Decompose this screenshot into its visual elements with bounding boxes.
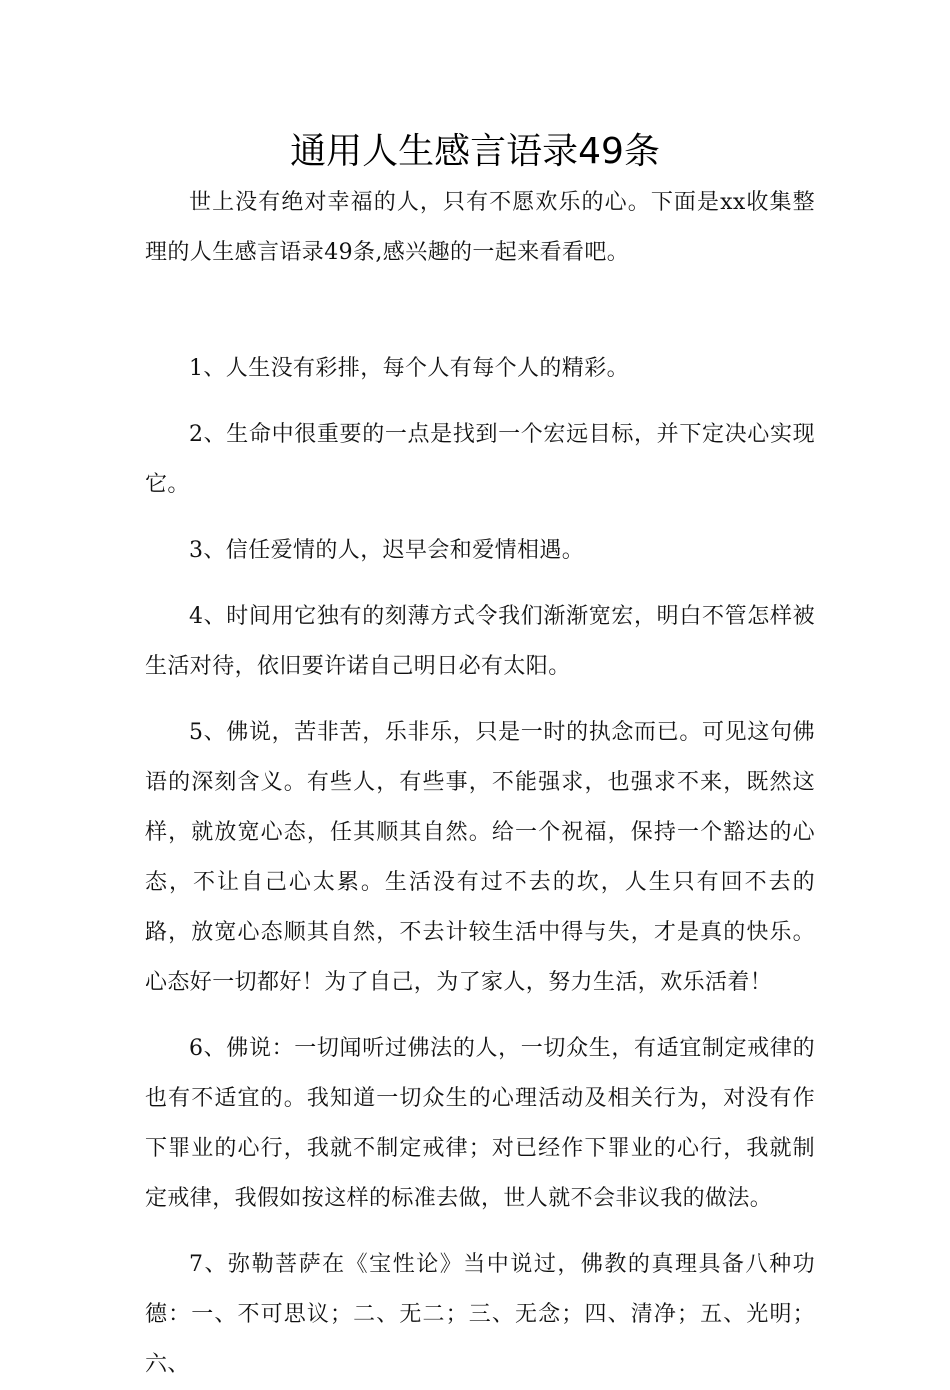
document-title: 通用人生感言语录49条 bbox=[290, 131, 660, 172]
intro-paragraph: 世上没有绝对幸福的人，只有不愿欢乐的心。下面是xx收集整理的人生感言语录49条,感兴趣的一起来看看吧。 bbox=[145, 190, 815, 265]
document-body bbox=[145, 178, 815, 1390]
quote-item-2: 2、生命中很重要的一点是找到一个宏远目标，并下定决心实现它。 bbox=[145, 422, 815, 497]
quote-item-6: 6、佛说：一切闻听过佛法的人，一切众生，有适宜制定戒律的也有不适宜的。我知道一切众生的心理活动及相关行为，对没有作下罪业的心行，我就不制定戒律；对已经作下罪业的心行，我就制定戒律，我假如按这样的标准去做，世人就不会非议我的做法。 bbox=[145, 1036, 815, 1211]
quote-item-5: 5、佛说，苦非苦，乐非乐，只是一时的执念而已。可见这句佛语的深刻含义。有些人，有些事，不能强求，也强求不来，既然这样，就放宽心态，任其顺其自然。给一个祝福，保持一个豁达的心态，不让自己心太累。生活没有过不去的坎，人生只有回不去的路，放宽心态顺其自然，不去计较生活中得与失，才是真的快乐。心态好一切都好！为了自己，为了家人，努力生活，欢乐活着！ bbox=[145, 720, 815, 995]
quote-item-1: 1、人生没有彩排，每个人有每个人的精彩。 bbox=[189, 356, 629, 381]
quote-item-7: 7、弥勒菩萨在《宝性论》当中说过，佛教的真理具备八种功德：一、不可思议；二、无二；三、无念；四、清净；五、光明；六、 bbox=[145, 1252, 815, 1377]
quote-item-3: 3、信任爱情的人，迟早会和爱情相遇。 bbox=[189, 538, 585, 563]
quote-item-4: 4、时间用它独有的刻薄方式令我们渐渐宽宏，明白不管怎样被生活对待，依旧要许诺自己明日必有太阳。 bbox=[145, 604, 815, 679]
